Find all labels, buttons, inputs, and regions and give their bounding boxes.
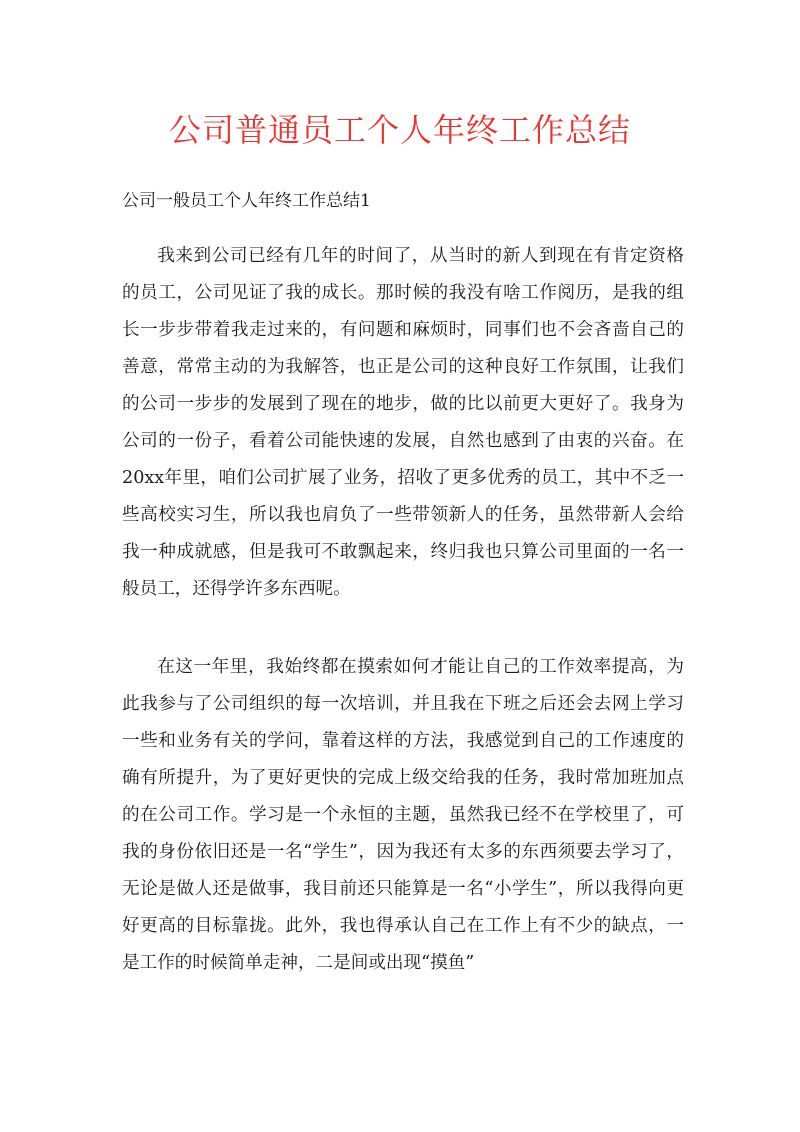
body-paragraph: 在这一年里，我始终都在摸索如何才能让自己的工作效率提高，为此我参与了公司组织的每一次培训，并且我在下班之后还会去网上学习一些和业务有关的学问，靠着这样的方法，我感觉到自己的工作速度的确有所提升，为了更好更快的完成上级交给我的任务，我时常加班加点的在公司工作。学习是一个永恒的主题，虽然我已经不在学校里了，可我的身份依旧还是一名“学生”，因为我还有太多的东西须要去学习了，无论是做人还是做事，我目前还只能算是一名“小学生”，所以我得向更好更高的目标靠拢。此外，我也得承认自己在工作上有不少的缺点，一是工作的时候简单走神，二是间或出现“摸鱼” [122, 657, 684, 973]
document-title: 公司普通员工个人年终工作总结 [168, 111, 631, 149]
body-paragraph: 我来到公司已经有几年的时间了，从当时的新人到现在有肯定资格的员工，公司见证了我的成长。那时候的我没有啥工作阅历，是我的组长一步步带着我走过来的，有问题和麻烦时，同事们也不会吝啬自己的善意，常常主动的为我解答，也正是公司的这种良好工作氛围，让我们的公司一步步的发展到了现在的地步，做的比以前更大更好了。我身为公司的一份子，看着公司能快速的发展，自然也感到了由衷的兴奋。在20xx年里，咱们公司扩展了业务，招收了更多优秀的员工，其中不乏一些高校实习生，所以我也肩负了一些带领新人的任务，虽然带新人会给我一种成就感，但是我可不敢飘起来，终归我也只算公司里面的一名一般员工，还得学许多东西呢。 [122, 246, 684, 599]
document-subtitle: 公司一般员工个人年终工作总结1 [122, 191, 371, 211]
